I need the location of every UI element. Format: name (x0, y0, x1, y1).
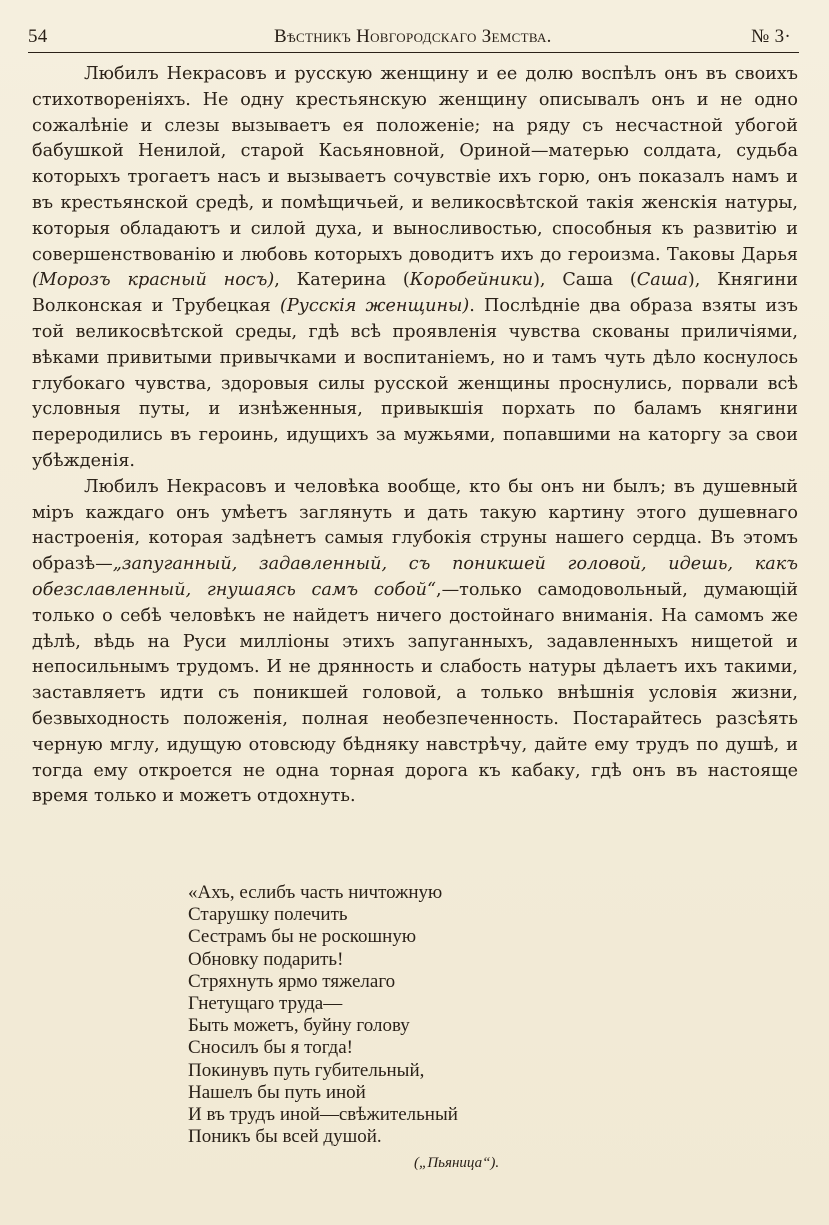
text-run: ), Саша ( (533, 270, 637, 291)
poem-line: Быть можетъ, буйну голову (188, 1015, 410, 1037)
poem-line: «Ахъ, еслибъ часть ничтожную (188, 882, 443, 903)
journal-title: Вѣстникъ Новгородскаго Земства. (274, 26, 552, 47)
title-run: (Морозъ красный носъ) (32, 270, 275, 291)
title-run: (Русскія женщины) (279, 296, 470, 317)
header-rule (28, 52, 799, 53)
paragraph (32, 62, 798, 475)
poem-line: Гнетущаго труда— (188, 993, 343, 1015)
poem-line: Нашелъ бы путь иной (188, 1081, 366, 1103)
poem-line: Старушку полечить (188, 904, 348, 926)
title-run: Коробейники (409, 270, 534, 291)
text-run: , Катерина ( (274, 270, 410, 291)
text-run: Любилъ Некрасовъ и русскую женщину и ее долю воспѣлъ онъ въ своихъ стихотвореніяхъ. Не одну крестьянскую женщину описывалъ онъ и не одно сожалѣніе и слезы вызываетъ ея положеніе; на ряду съ несчастной убогой бабушкой Ненилой, старой Касьяновной, Ориной—матерью солдата, судьба которыхъ трогаетъ насъ и вызываетъ сочувствіе ихъ горю, онъ показалъ намъ и въ крестьянской средѣ, и помѣщичьей, и великосвѣтской такія женскія натуры, которыя обладаютъ и силой духа, и выносливостью, способныя къ развитію и совершенствованію и любовь которыхъ доводитъ ихъ до героизма. Таковы Дарья (32, 64, 798, 265)
article-body (32, 62, 798, 810)
title-run: Саша (636, 270, 688, 291)
poem-line: Обновку подарить! (188, 948, 344, 970)
text-run: ,—только самодовольный, думающій только о себѣ человѣкъ не найдетъ ничего достойнаго вниманія. На самомъ же дѣлѣ, вѣдь на Руси милліоны этихъ запуганныхъ, задавленныхъ нищетой и непосильнымъ трудомъ. И не дрянность и слабость натуры дѣлаетъ ихъ такими, заставляетъ идти съ поникшей головой, а только внѣшнія условія жизни, безвыходность положенія, полная необезпеченность. Постарайтесь разсѣять черную мглу, идущую отовсюду бѣдняку навстрѣчу, дайте ему трудъ по душѣ, и тогда ему откроется не одна торная дорога къ кабаку, гдѣ онъ въ настояще время только и можетъ отдохнуть. (32, 579, 798, 807)
poem-line: И въ трудъ иной—свѣжительный (188, 1104, 458, 1126)
poem-line: Поникъ бы всей душой. (188, 1126, 382, 1148)
quote-run: „запуганный, задавленный, съ поникшей головой, идешь, какъ обезславленный, гнушаясь самъ собой“ (32, 554, 798, 600)
text-run: Любилъ Некрасовъ и человѣка вообще, кто бы онъ ни былъ; въ душевный міръ каждаго онъ умѣетъ заглянуть и дать такую картину этого душевнаго настроенія, которая задѣнетъ самыя глубокія струны нашего сердца. Въ этомъ образѣ— (32, 476, 798, 575)
page-header (28, 22, 799, 52)
poem-line: Сестрамъ бы не роскошную (188, 926, 417, 948)
paragraph (32, 475, 798, 810)
text-run: ), Княгини Волконская и Трубецкая (32, 270, 798, 317)
poem-line: Стряхнуть ярмо тяжелаго (188, 970, 396, 992)
issue-number: № 3· (751, 26, 791, 47)
text-run: . Послѣдніе два образа взяты изъ той великосвѣтской среды, гдѣ всѣ проявленія чувства скованы приличіями, вѣками привитыми привычками и воспитаніемъ, но и тамъ чуть дѣло коснулось глубокаго чувства, здоровыя силы русской женщины проснулись, порвали всѣ условныя путы, и изнѣженныя, привыкшія порхать по баламъ княгини переродились въ героинь, идущихъ за мужьями, попавшими на каторгу за свои убѣжденія. (32, 296, 798, 471)
poem-line: Сносилъ бы я тогда! (188, 1037, 353, 1059)
poem-attribution: („Пьяница“). (414, 1155, 500, 1171)
page-number: 54 (28, 26, 48, 47)
poem-line: Покинувъ путь губительный, (188, 1059, 425, 1081)
poem-quote (188, 882, 500, 1171)
